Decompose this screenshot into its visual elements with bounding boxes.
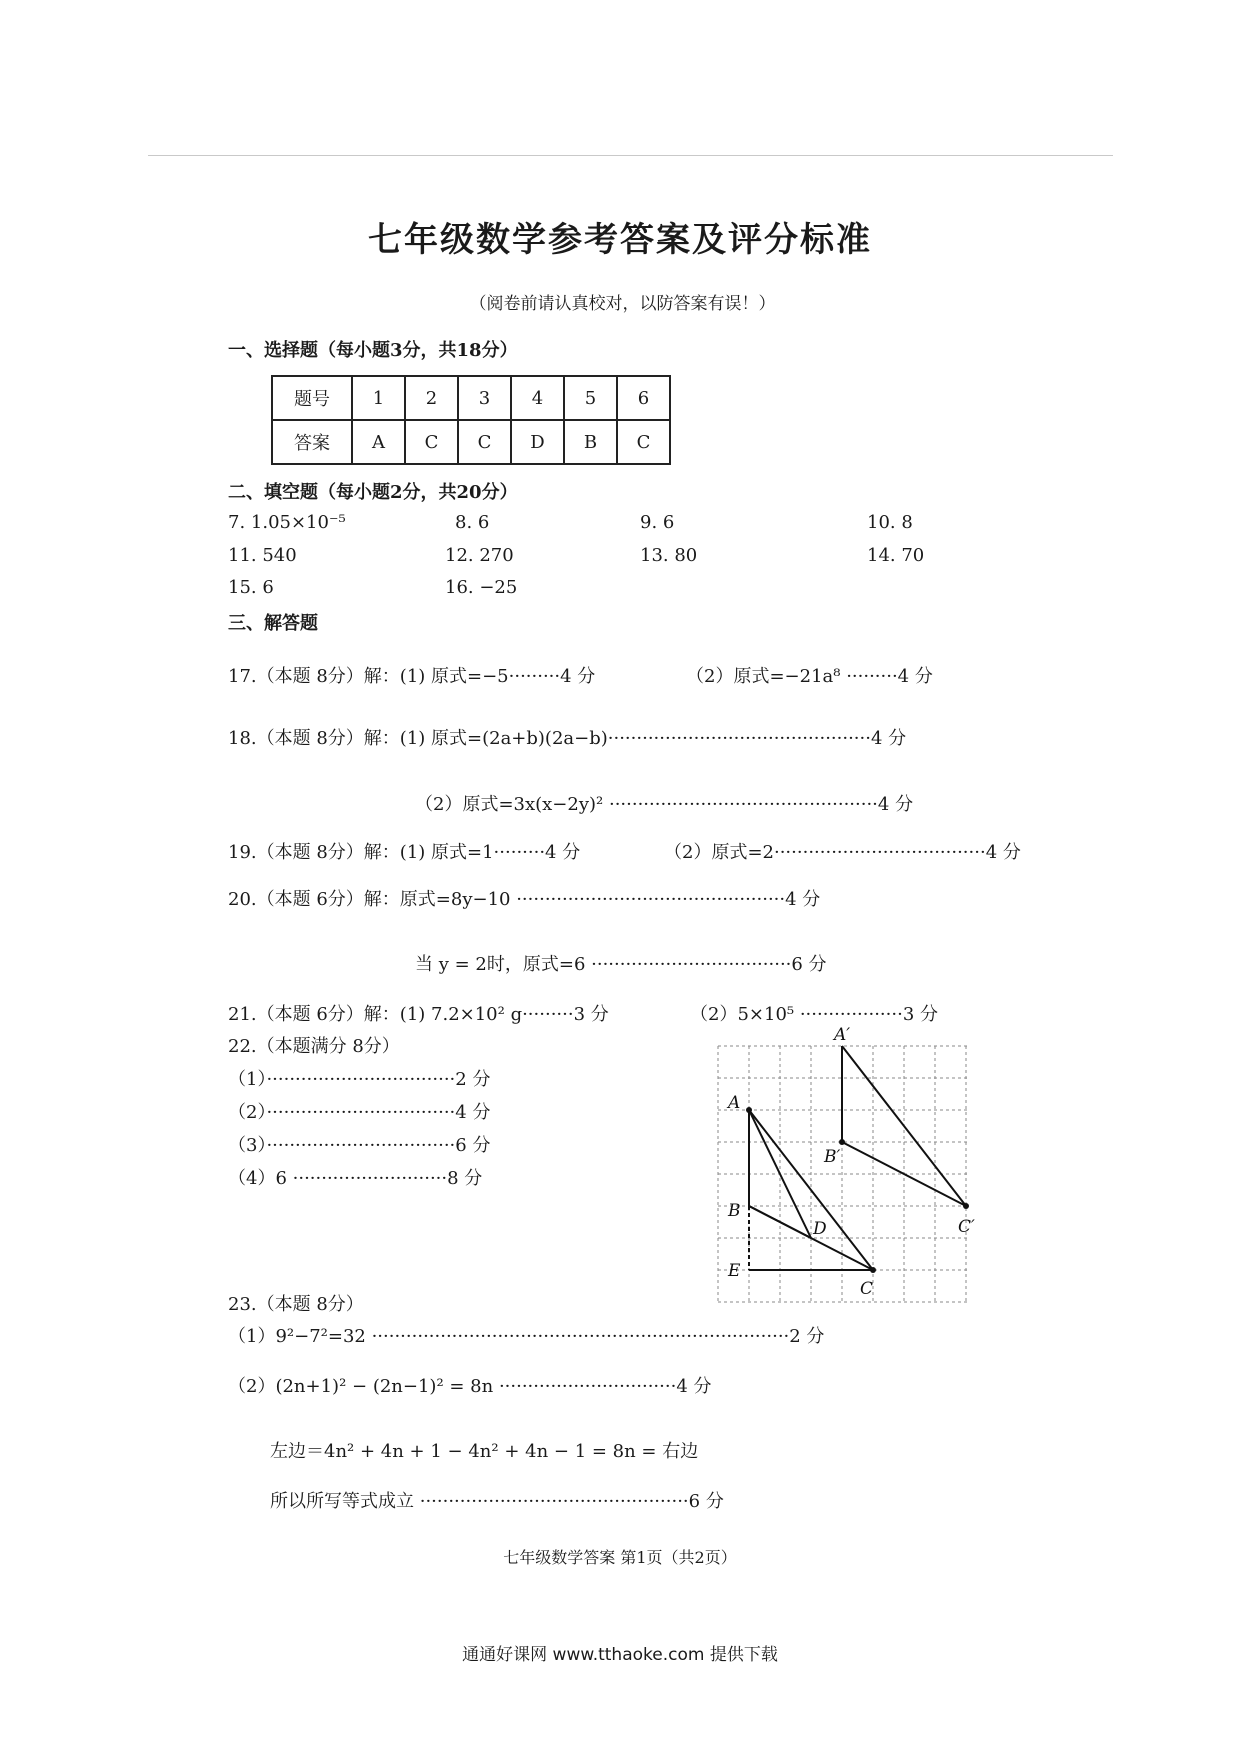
fill-item: 11. 540 [228, 545, 297, 566]
q17-part2: （2）原式=−21a⁸ ·········4 分 [686, 666, 933, 687]
row-label: 题号 [272, 376, 352, 420]
fill-item: 14. 70 [867, 545, 925, 566]
q21-part1: 21.（本题 6分）解：(1) 7.2×10² g·········3 分 [228, 1004, 609, 1025]
label-c: C [860, 1279, 874, 1299]
q23-line2: （2）(2n+1)² − (2n−1)² = 8n ·······························4 分 [228, 1376, 712, 1397]
q23-line4: 所以所写等式成立 ···············································6 分 [270, 1491, 724, 1512]
label-a: A [728, 1093, 741, 1113]
q23-line1: （1）9²−7²=32 ·········································································2 分 [228, 1326, 825, 1347]
proofread-note: （阅卷前请认真校对，以防答案有误！） [469, 294, 776, 314]
table-cell: A [352, 420, 405, 464]
fill-item: 9. 6 [640, 512, 675, 533]
fill-item: 16. −25 [445, 577, 518, 598]
fill-item: 15. 6 [228, 577, 274, 598]
q20-part1: 20.（本题 6分）解：原式=8y−10 ···············································4 分 [228, 889, 821, 910]
table-row [272, 376, 670, 420]
fill-item: 10. 8 [867, 512, 913, 533]
q20-part2: 当 y = 2时，原式=6 ···································6 分 [415, 954, 827, 975]
q18-part1: 18.（本题 8分）解：(1) 原式=(2a+b)(2a−b)··············································4 分 [228, 728, 907, 749]
table-cell: 6 [617, 376, 670, 420]
table-cell: 4 [511, 376, 564, 420]
table-cell: 2 [405, 376, 458, 420]
fill-item: 12. 270 [445, 545, 514, 566]
header-rule [148, 155, 1113, 156]
q21-part2: （2）5×10⁵ ··················3 分 [690, 1004, 938, 1025]
choice-answer-table [271, 375, 671, 465]
table-cell: D [511, 420, 564, 464]
q19-part1: 19.（本题 8分）解：(1) 原式=1·········4 分 [228, 842, 581, 863]
table-cell: C [617, 420, 670, 464]
label-c-prime: C′ [958, 1217, 975, 1237]
q22-grid-figure [700, 1010, 980, 1310]
q23-line3: 左边＝4n² + 4n + 1 − 4n² + 4n − 1 = 8n = 右边 [270, 1441, 699, 1462]
fill-item: 8. 6 [455, 512, 490, 533]
q18-part2: （2）原式=3x(x−2y)² ···············································4 分 [415, 794, 914, 815]
q19-part2: （2）原式=2·····································4 分 [664, 842, 1021, 863]
q23-heading: 23.（本题 8分） [228, 1294, 364, 1315]
q22-line: （1）·································2 分 [228, 1069, 491, 1090]
q22-line: （3）·································6 分 [228, 1135, 491, 1156]
table-cell: 3 [458, 376, 511, 420]
label-e: E [728, 1261, 741, 1281]
table-cell: B [564, 420, 617, 464]
source-line: 通通好课网 www.tthaoke.com 提供下载 [462, 1645, 778, 1665]
label-d: D [813, 1219, 827, 1239]
label-a-prime: A′ [834, 1025, 851, 1045]
table-cell: 1 [352, 376, 405, 420]
row-label: 答案 [272, 420, 352, 464]
table-cell: C [458, 420, 511, 464]
table-cell: 5 [564, 376, 617, 420]
q22-line: （2）·································4 分 [228, 1102, 491, 1123]
page-title: 七年级数学参考答案及评分标准 [368, 220, 872, 260]
table-row [272, 420, 670, 464]
table-cell: C [405, 420, 458, 464]
q22-line: （4）6 ···························8 分 [228, 1168, 483, 1189]
fill-item: 13. 80 [640, 545, 698, 566]
section2-heading: 二、填空题（每小题2分，共20分） [228, 482, 518, 503]
section1-heading: 一、选择题（每小题3分，共18分） [228, 340, 518, 361]
q17-part1: 17.（本题 8分）解：(1) 原式=−5·········4 分 [228, 666, 596, 687]
fill-item: 7. 1.05×10⁻⁵ [228, 512, 346, 533]
q22-heading: 22.（本题满分 8分） [228, 1036, 400, 1057]
label-b-prime: B′ [824, 1147, 841, 1167]
section3-heading: 三、解答题 [228, 613, 318, 634]
label-b: B [728, 1201, 741, 1221]
page-footer: 七年级数学答案 第1页（共2页） [503, 1548, 737, 1567]
